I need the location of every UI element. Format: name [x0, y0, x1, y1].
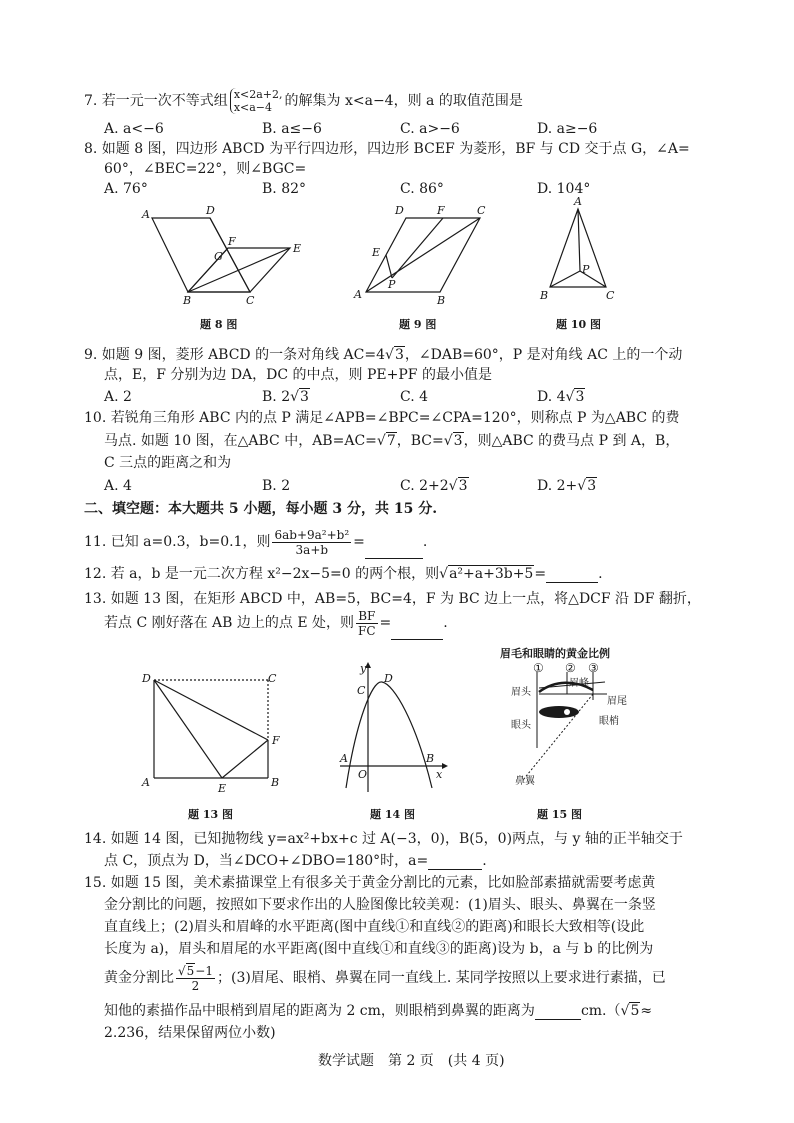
fig9-label-b: B [437, 294, 446, 307]
fig8-label-a: A [142, 208, 150, 221]
q8-line2: 60°，∠BEC=22°，则∠BGC= [104, 161, 307, 177]
q15-line5: 黄金分割比 $\frac{√5-1}{2}$ ；(3)眉尾、眼梢、鼻翼在同一直线上. 某同学按照以上要求进行素描，已 [104, 963, 666, 993]
fig15-title: 眉毛和眼睛的黄金比例 [500, 647, 610, 660]
q14-answer-blank[interactable] [428, 855, 482, 870]
fig9-label-a: A [354, 288, 362, 301]
fig13-label-e: E [218, 782, 227, 795]
q9-option-d: D. 4√3 [537, 389, 585, 405]
fig8-label-b: B [183, 294, 192, 307]
q14-line1: 14. 如题 14 图，已知抛物线 y=ax²+bx+c 过 A(−3，0)，B(5，0)两点，与 y 轴的正半轴交于 [84, 831, 683, 847]
q15-line4: 长度为 a)，眉头和眉尾的水平距离(图中直线①和直线③的距离)设为 b，a 与 b 的比例为 [104, 941, 654, 957]
fig14-label-a: A [340, 752, 348, 765]
q10-option-c: C. 2+2√3 [400, 478, 468, 494]
fig14-label-c: C [357, 684, 366, 697]
fig15-caption: 题 15 图 [537, 808, 582, 821]
fig13-label-f: F [272, 734, 280, 747]
fig9-label-d: D [395, 204, 404, 217]
q14-line2: 点 C，顶点为 D，当∠DCO+∠DBO=180°时，a= . [104, 853, 487, 869]
q10-option-d: D. 2+√3 [537, 478, 597, 494]
fig15-label-eye-tail: 眼梢 [599, 716, 619, 727]
fig14-label-y: y [360, 662, 367, 675]
fig10-label-p: P [582, 263, 590, 276]
fig9-label-p: P [388, 278, 396, 291]
figure-9 [350, 200, 500, 310]
fig13-label-d: D [142, 672, 151, 685]
figure-8 [130, 200, 330, 310]
q15-line6: 知他的素描作品中眼梢到眉尾的距离为 2 cm，则眼梢到鼻翼的距离为 cm.（√5≈ [104, 1003, 653, 1019]
fig8-label-e: E [293, 242, 302, 255]
q7-system: x<2a+2, x<a−4 [230, 88, 283, 114]
q13-fraction: $\frac{BF}{FC}$ [358, 608, 376, 638]
q8-option-c: C. 86° [400, 181, 444, 197]
fig10-label-c: C [606, 289, 615, 302]
q13-line1: 13. 如题 13 图，在矩形 ABCD 中，AB=5，BC=4，F 为 BC 边上一点，将△DCF 沿 DF 翻折， [84, 591, 701, 607]
q7-option-c: C. a>−6 [400, 121, 460, 137]
q7-option-d: D. a≥−6 [537, 121, 598, 137]
q15-line7: 2.236，结果保留两位小数) [104, 1025, 276, 1041]
q11-answer-blank[interactable] [365, 544, 423, 559]
figure-10 [530, 195, 630, 310]
fig15-label-brow-tail: 眉尾 [607, 696, 627, 707]
fig13-label-a: A [142, 776, 150, 789]
q10-option-a: A. 4 [104, 478, 132, 494]
fig14-label-d: D [384, 672, 393, 685]
q11-stem: 11. 已知 a=0.3，b=0.1，则 $\frac{\text{6ab+9a²+b²}}{3a+b}$ = . [84, 525, 427, 559]
fig14-caption: 题 14 图 [370, 808, 415, 821]
fig14-label-o: O [358, 768, 368, 781]
q8-line1: 8. 如题 8 图，四边形 ABCD 为平行四边形，四边形 BCEF 为菱形，BF 与 CD 交于点 G，∠A= [84, 141, 690, 157]
fig15-label-eye-head: 眼头 [511, 720, 531, 731]
q13-answer-blank[interactable] [391, 625, 443, 640]
fig10-label-a: A [574, 195, 582, 208]
q9-line2: 点，E，F 分别为边 DA，DC 的中点，则 PE+PF 的最小值是 [104, 367, 492, 383]
q12-answer-blank[interactable] [546, 568, 598, 583]
figure-15 [495, 660, 640, 800]
q11-fraction: $\frac{\text{6ab+9a²+b²}}{3a+b}$ [274, 527, 350, 557]
fig9-label-e: E [372, 246, 381, 259]
q9-option-c: C. 4 [400, 389, 429, 405]
fig8-label-f: F [228, 235, 236, 248]
q13-line2: 若点 C 刚好落在 AB 边上的点 E 处，则 $\frac{BF}{FC}$ = . [104, 606, 448, 640]
q8-option-b: B. 82° [262, 181, 307, 197]
figure-13 [140, 668, 290, 798]
fig15-line-3: ③ [588, 661, 599, 675]
q10-line1: 10. 若锐角三角形 ABC 内的点 P 满足∠APB=∠BPC=∠CPA=120°，则称点 P 为△ABC 的费 [84, 410, 680, 426]
q12-stem: 12. 若 a，b 是一元二次方程 x²−2x−5=0 的两个根，则√a²+a+3b+5= . [84, 566, 603, 582]
fig15-label-brow-head: 眉头 [511, 687, 531, 698]
q15-golden-ratio: $\frac{√5-1}{2}$ [178, 963, 213, 993]
fig13-caption: 题 13 图 [188, 808, 233, 821]
q15-line2: 金分割比的问题，按照如下要求作出的人脸图像比较美观：(1)眉头、眼头、鼻翼在一条竖 [104, 897, 656, 913]
fig15-label-brow-peak: 眉峰 [569, 678, 589, 689]
fig8-label-d: D [206, 204, 215, 217]
q9-option-b: B. 2√3 [262, 389, 309, 405]
fig14-label-b: B [426, 752, 435, 765]
q8-option-d: D. 104° [537, 181, 591, 197]
fig15-line-2: ② [565, 661, 576, 675]
fig10-label-b: B [540, 289, 549, 302]
q10-line3: C 三点的距离之和为 [104, 455, 232, 471]
fig9-caption: 题 9 图 [399, 318, 437, 331]
q10-option-b: B. 2 [262, 478, 291, 494]
fig15-line-1: ① [533, 661, 544, 675]
q8-option-a: A. 76° [104, 181, 148, 197]
q15-answer-blank[interactable] [535, 1005, 581, 1020]
q7-stem: 7. 若一元一次不等式组 x<2a+2, x<a−4 的解集为 x<a−4，则 a 的取值范围是 [84, 88, 523, 114]
fig8-caption: 题 8 图 [200, 318, 238, 331]
q15-line3: 直直线上；(2)眉头和眉峰的水平距离(图中直线①和直线②的距离)和眼长大致相等(设此 [104, 919, 645, 935]
fig9-label-c: C [477, 204, 486, 217]
q7-option-b: B. a≤−6 [262, 121, 322, 137]
figure-14 [336, 662, 456, 802]
section-2-title: 二、填空题：本大题共 5 小题，每小题 3 分，共 15 分. [84, 501, 438, 517]
fig13-label-b: B [271, 776, 280, 789]
fig10-caption: 题 10 图 [556, 318, 601, 331]
q7-option-a: A. a<−6 [104, 121, 164, 137]
page-footer: 数学试题 第 2 页 (共 4 页) [318, 1053, 505, 1069]
fig13-label-c: C [268, 672, 277, 685]
fig9-label-f: F [437, 204, 445, 217]
fig14-label-x: x [436, 768, 443, 781]
fig8-label-c: C [246, 294, 255, 307]
q9-option-a: A. 2 [104, 389, 132, 405]
fig15-label-nose-wing: 鼻翼 [515, 776, 535, 787]
q10-line2: 马点. 如题 10 图，在△ABC 中，AB=AC=√7，BC=√3，则△ABC 的费马点 P 到 A，B， [104, 433, 680, 449]
q15-line1: 15. 如题 15 图，美术素描课堂上有很多关于黄金分割比的元素，比如脸部素描就需要考虑黄 [84, 875, 656, 891]
q9-line1: 9. 如题 9 图，菱形 ABCD 的一条对角线 AC=4√3，∠DAB=60°，P 是对角线 AC 上的一个动 [84, 347, 683, 363]
fig8-label-g: G [214, 250, 223, 263]
